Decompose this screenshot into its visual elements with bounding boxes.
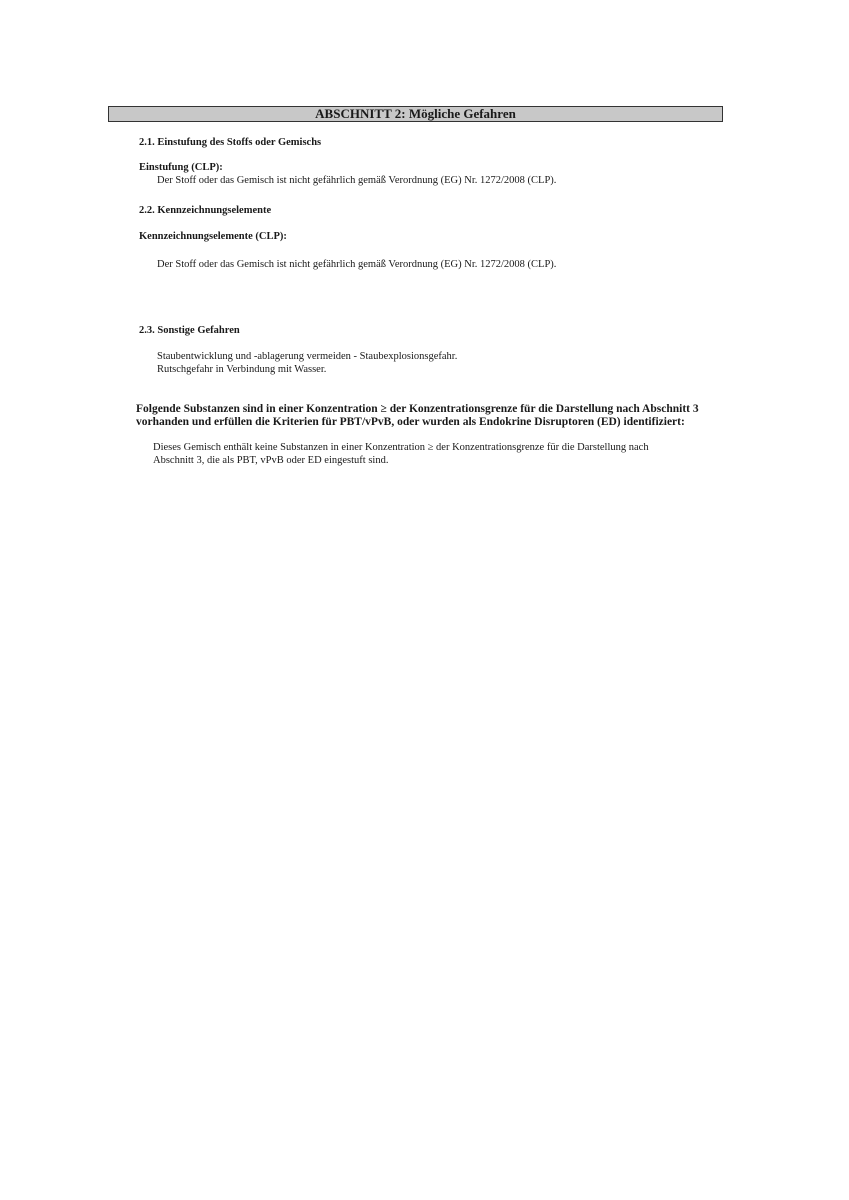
text-einstufung-clp: Der Stoff oder das Gemisch ist nicht gefährlich gemäß Verordnung (EG) Nr. 1272/2008 (CLP). [157,175,557,186]
pbt-heading-line-2: vorhanden und erfüllen die Kriterien für PBT/vPvB, oder wurden als Endokrine Disruptoren (ED) identifiziert: [136,416,685,428]
heading-2-2: 2.2. Kennzeichnungselemente [139,205,272,216]
heading-2-3: 2.3. Sonstige Gefahren [139,325,240,336]
label-einstufung-clp: Einstufung (CLP): [139,162,223,173]
pbt-heading-line-1: Folgende Substanzen sind in einer Konzentration ≥ der Konzentrationsgrenze für die Darstellung nach Abschnitt 3 [136,403,699,415]
section-title-bar [108,106,723,122]
text-sonstige-gefahren-2: Rutschgefahr in Verbindung mit Wasser. [157,364,327,375]
pbt-text-line-2: Abschnitt 3, die als PBT, vPvB oder ED eingestuft sind. [153,455,389,466]
text-sonstige-gefahren-1: Staubentwicklung und -ablagerung vermeiden - Staubexplosionsgefahr. [157,351,458,362]
section-title: ABSCHNITT 2: Mögliche Gefahren [315,106,516,121]
label-kennzeichnungselemente-clp: Kennzeichnungselemente (CLP): [139,231,287,242]
pbt-text-line-1: Dieses Gemisch enthält keine Substanzen in einer Konzentration ≥ der Konzentrationsgrenze für die Darstellung nach [153,442,649,453]
text-kennzeichnungselemente-clp: Der Stoff oder das Gemisch ist nicht gefährlich gemäß Verordnung (EG) Nr. 1272/2008 (CLP). [157,259,557,270]
heading-2-1: 2.1. Einstufung des Stoffs oder Gemischs [139,137,322,148]
